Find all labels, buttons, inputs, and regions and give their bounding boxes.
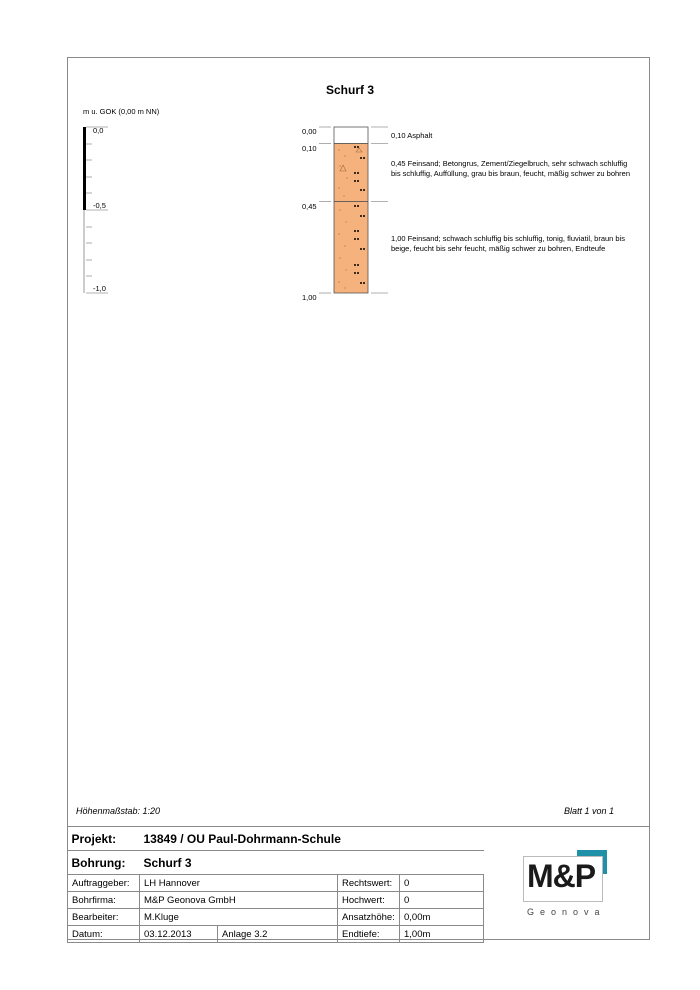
bohrfirma-label: Bohrfirma: bbox=[68, 892, 140, 909]
projekt-value: 13849 / OU Paul-Dohrmann-Schule bbox=[140, 827, 484, 851]
layer-feinsand-2 bbox=[334, 202, 368, 294]
rechtswert-value: 0 bbox=[400, 875, 484, 892]
layer-feinsand-1 bbox=[334, 144, 368, 202]
hochwert-value: 0 bbox=[400, 892, 484, 909]
soil-column bbox=[334, 127, 368, 293]
endtiefe-value: 1,00m bbox=[400, 926, 484, 943]
bohrung-row bbox=[68, 851, 484, 875]
rechtswert-label: Rechtswert: bbox=[338, 875, 400, 892]
bohrfirma-row bbox=[68, 892, 484, 909]
bearbeiter-value: M.Kluge bbox=[140, 909, 338, 926]
title-block-table bbox=[67, 826, 484, 943]
axis-tick-label: 0,0 bbox=[93, 126, 104, 135]
projekt-label: Projekt: bbox=[68, 827, 140, 851]
depth-label: 0,10 bbox=[302, 144, 317, 153]
depth-ticks-right bbox=[371, 127, 388, 293]
ansatzhoehe-label: Ansatzhöhe: bbox=[338, 909, 400, 926]
auftraggeber-label: Auftraggeber: bbox=[68, 875, 140, 892]
bohrfirma-value: M&P Geonova GmbH bbox=[140, 892, 338, 909]
bohrung-value: Schurf 3 bbox=[140, 851, 484, 875]
datum-label: Datum: bbox=[68, 926, 140, 943]
page-title: Schurf 3 bbox=[325, 83, 374, 97]
scale-bar-filled bbox=[83, 127, 86, 210]
axis-tick-label: -1,0 bbox=[93, 284, 106, 293]
sheet-label: Blatt 1 von 1 bbox=[564, 806, 615, 816]
bearbeiter-row bbox=[68, 909, 484, 926]
axis-tick-label: -0,5 bbox=[93, 201, 106, 210]
scale-ticks bbox=[86, 127, 108, 293]
scale-label: Höhenmaßstab: 1:20 bbox=[76, 806, 161, 816]
company-logo bbox=[521, 850, 609, 920]
depth-label: 0,00 bbox=[302, 127, 317, 136]
depth-ticks-left bbox=[319, 127, 331, 293]
bohrung-label: Bohrung: bbox=[68, 851, 140, 875]
layer-description: 1,00 Feinsand; schwach schluffig bis schluffig, tonig, fluviatil, braun bis beige, feucht bis sehr feucht, mäßig schwer zu bohren, Endteufe bbox=[391, 234, 626, 253]
projekt-row bbox=[68, 827, 484, 851]
bearbeiter-label: Bearbeiter: bbox=[68, 909, 140, 926]
depth-label: 0,45 bbox=[302, 202, 317, 211]
auftraggeber-row bbox=[68, 875, 484, 892]
endtiefe-label: Endtiefe: bbox=[338, 926, 400, 943]
logo-area bbox=[484, 826, 650, 940]
auftraggeber-value: LH Hannover bbox=[140, 875, 338, 892]
anlage-value: Anlage 3.2 bbox=[218, 926, 338, 943]
ansatzhoehe-value: 0,00m bbox=[400, 909, 484, 926]
layer-description: 0,45 Feinsand; Betongrus, Zement/Ziegelbruch, sehr schwach schluffig bis schluffig, Auffüllung, grau bis braun, feucht, mäßig schwer zu bohren bbox=[391, 159, 631, 178]
layer-description: 0,10 Asphalt bbox=[391, 131, 433, 140]
depth-axis-label: m u. GOK (0,00 m NN) bbox=[83, 107, 160, 116]
datum-row bbox=[68, 926, 484, 943]
datum-value: 03.12.2013 bbox=[140, 926, 218, 943]
logo-subtext: Geonova bbox=[527, 907, 606, 917]
depth-label: 1,00 bbox=[302, 293, 317, 302]
logo-text: M&P bbox=[527, 858, 596, 894]
layer-asphalt bbox=[334, 127, 368, 144]
hochwert-label: Hochwert: bbox=[338, 892, 400, 909]
